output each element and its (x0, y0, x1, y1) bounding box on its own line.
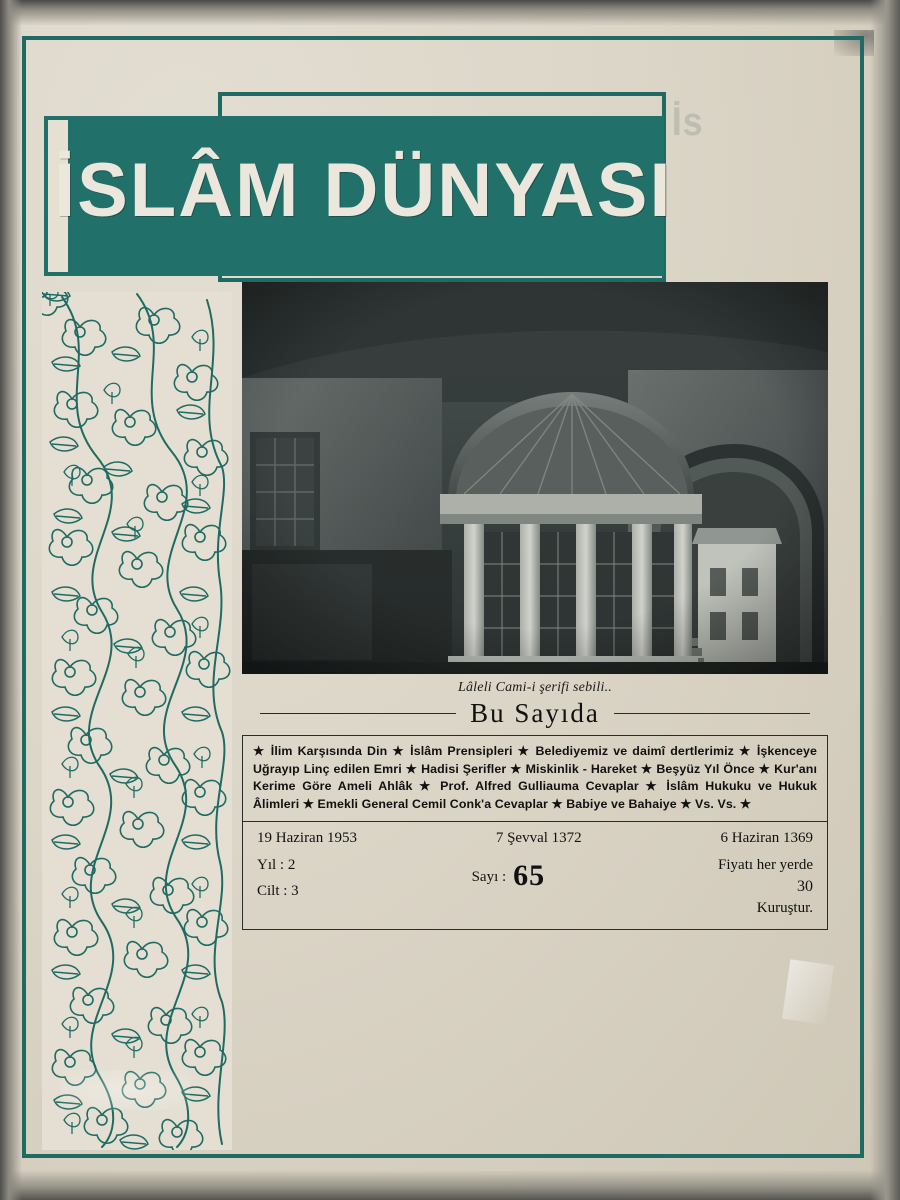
year-label: Yıl : 2 (257, 857, 296, 873)
contents-heading-row (242, 698, 828, 729)
date-hijri: 7 Şevval 1372 (495, 830, 582, 846)
issue-label: Sayı : (471, 869, 507, 885)
cover-content-column (242, 282, 828, 930)
date-rumi: 6 Haziran 1369 (720, 830, 813, 846)
contents-list: ★ İlim Karşısında Din ★ İslâm Prensipleri ★ Belediyemiz ve daimî dertlerimiz ★ İşkenceye Uğrayıp Linç edilen Emri ★ Hadisi Şerifler ★ Miskinlik - Hareket ★ Beşyüz Yıl Önce ★ Kur'anı Kerime Göre Ameli Ahlâk ★ Prof. Alfred Gulliauma Cevaplar ★ İslâm Hukuku ve Hukuk Âlimleri ★ Emekli General Cemil Conk'a Cevaplar ★ Babiye ve Bahaiye ★ Vs. Vs. ★ (242, 735, 828, 822)
issue-details-row (257, 857, 813, 917)
publication-title: İSLÂM DÜNYASI (54, 148, 673, 233)
page-left-shadow (0, 0, 22, 1200)
price-block (718, 857, 813, 917)
volume-label: Cilt : 3 (257, 883, 299, 899)
contents-heading: Bu Sayıda (470, 698, 600, 728)
page-bottom-shadow (0, 1170, 900, 1200)
price-line-2: Kuruştur. (756, 900, 813, 916)
issue-number: 65 (513, 859, 546, 892)
price-line-1: Fiyatı her yerde (718, 857, 813, 873)
paper-scuff-bottom (60, 1070, 190, 1110)
floral-ornament-panel (42, 292, 232, 1150)
issue-number-block (472, 857, 546, 893)
page-top-shadow (0, 0, 900, 26)
bleed-through-text: İs (671, 100, 704, 144)
price-number: 30 (797, 878, 813, 895)
laleli-mosque-fountain-photo (242, 282, 828, 674)
date-gregorian: 19 Haziran 1953 (257, 830, 357, 846)
page-right-shadow (870, 0, 900, 1200)
issue-dates-row (257, 830, 813, 847)
issue-left-details (257, 857, 299, 909)
heading-rule-left (260, 713, 456, 714)
heading-rule-right (614, 713, 810, 714)
issue-info-box (242, 822, 828, 930)
paper-scuff-right (782, 959, 834, 1025)
photo-caption: Lâleli Cami-i şerifi sebili.. (458, 680, 612, 695)
